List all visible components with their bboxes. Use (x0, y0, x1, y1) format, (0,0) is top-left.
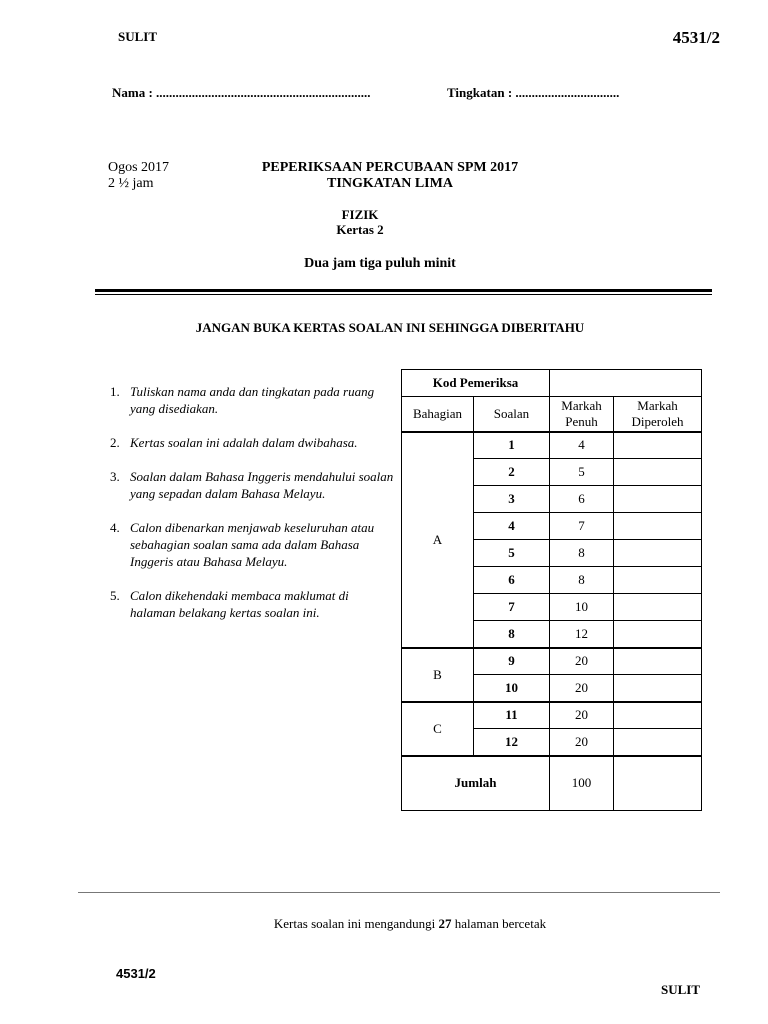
question-number: 7 (474, 594, 550, 621)
table-row (402, 702, 702, 729)
full-marks: 8 (550, 567, 614, 594)
table-header-row (402, 397, 702, 432)
instruction-text: Calon dibenarkan menjawab keseluruhan atau sebahagian soalan sama ada dalam Bahasa Inggeris atau Bahasa Melayu. (130, 520, 375, 569)
full-marks: 20 (550, 702, 614, 729)
full-marks: 10 (550, 594, 614, 621)
question-number: 3 (474, 486, 550, 513)
page-count-suffix: halaman bercetak (451, 916, 547, 931)
instruction-item (110, 468, 395, 502)
warning-text: JANGAN BUKA KERTAS SOALAN INI SEHINGGA DIBERITAHU (195, 320, 585, 335)
header-paper-code: 4531/2 (672, 28, 720, 47)
full-marks: 4 (550, 432, 614, 459)
table-row (402, 432, 702, 459)
duration-words: Dua jam tiga puluh minit (304, 256, 456, 271)
marks-obtained-cell (614, 729, 702, 756)
total-label: Jumlah (402, 756, 550, 811)
marks-obtained-cell (614, 567, 702, 594)
instruction-number: 3. (110, 469, 120, 484)
instruction-item (110, 434, 395, 451)
full-marks: 20 (550, 729, 614, 756)
instruction-item (110, 519, 395, 570)
examiner-code-label: Kod Pemeriksa (402, 370, 550, 397)
paper-number: Kertas 2 (336, 222, 384, 237)
marks-obtained-cell (614, 594, 702, 621)
exam-date-block (108, 160, 169, 192)
question-number: 6 (474, 567, 550, 594)
page-count-prefix: Kertas soalan ini mengandungi (273, 916, 439, 931)
header-confidentiality: SULIT (118, 29, 158, 44)
footer-confidentiality: SULIT (661, 982, 701, 997)
section-b: B (402, 648, 474, 702)
examiner-code-cell (550, 370, 702, 397)
question-number: 12 (474, 729, 550, 756)
instruction-text: Kertas soalan ini adalah dalam dwibahasa. (130, 435, 358, 450)
instruction-item (110, 587, 395, 621)
full-marks: 12 (550, 621, 614, 648)
instruction-number: 2. (110, 435, 120, 450)
marks-obtained-cell (614, 513, 702, 540)
candidate-form-field: Tingkatan : ................................ (447, 85, 620, 100)
header-section: Bahagian (402, 397, 474, 432)
instruction-number: 5. (110, 588, 120, 603)
table-row (402, 370, 702, 397)
subject-name: FIZIK (341, 207, 379, 222)
exam-title-block (190, 160, 590, 192)
exam-duration-short: 2 ½ jam (108, 176, 154, 191)
header-question: Soalan (474, 397, 550, 432)
instruction-item (110, 383, 395, 417)
total-marks: 100 (550, 756, 614, 811)
header-marks-obtained (614, 397, 702, 432)
subject-block (280, 207, 440, 237)
section-c: C (402, 702, 474, 756)
marks-obtained-cell (614, 459, 702, 486)
total-row (402, 756, 702, 811)
question-number: 1 (474, 432, 550, 459)
instruction-number: 1. (110, 384, 120, 399)
total-obtained-cell (614, 756, 702, 811)
question-number: 4 (474, 513, 550, 540)
exam-title: PEPERIKSAAN PERCUBAAN SPM 2017 (261, 160, 519, 175)
question-number: 10 (474, 675, 550, 702)
divider-thick (95, 289, 712, 292)
header-full-marks-line1: Markah (561, 397, 602, 413)
marks-obtained-cell (614, 648, 702, 675)
instruction-text: Soalan dalam Bahasa Inggeris mendahului soalan yang sepadan dalam Bahasa Melayu. (130, 469, 394, 501)
full-marks: 7 (550, 513, 614, 540)
full-marks: 6 (550, 486, 614, 513)
marks-obtained-cell (614, 621, 702, 648)
marks-obtained-cell (614, 675, 702, 702)
header-full-marks (550, 397, 614, 432)
full-marks: 5 (550, 459, 614, 486)
exam-form: TINGKATAN LIMA (327, 176, 453, 191)
footer-paper-code: 4531/2 (116, 966, 156, 981)
question-number: 8 (474, 621, 550, 648)
marks-table (401, 369, 702, 811)
question-number: 2 (474, 459, 550, 486)
page-count: 27 (438, 916, 452, 931)
candidate-name-field: Nama : .................................................................. (112, 85, 371, 100)
header-obtained-line2: Diperoleh (631, 413, 684, 429)
instructions-list (110, 383, 395, 638)
divider-thin (95, 294, 712, 295)
header-full-marks-line2: Penuh (565, 413, 598, 429)
full-marks: 20 (550, 648, 614, 675)
full-marks: 8 (550, 540, 614, 567)
exam-date: Ogos 2017 (108, 160, 170, 175)
instruction-number: 4. (110, 520, 120, 535)
marks-obtained-cell (614, 486, 702, 513)
page-count-note (100, 916, 720, 932)
marks-obtained-cell (614, 702, 702, 729)
question-number: 9 (474, 648, 550, 675)
marks-obtained-cell (614, 540, 702, 567)
footer-divider (78, 892, 720, 893)
table-row (402, 648, 702, 675)
marks-obtained-cell (614, 432, 702, 459)
header-obtained-line1: Markah (637, 397, 678, 413)
question-number: 11 (474, 702, 550, 729)
section-a: A (402, 432, 474, 648)
full-marks: 20 (550, 675, 614, 702)
instruction-text: Calon dikehendaki membaca maklumat di halaman belakang kertas soalan ini. (130, 588, 349, 620)
instruction-text: Tuliskan nama anda dan tingkatan pada ruang yang disediakan. (130, 384, 375, 416)
question-number: 5 (474, 540, 550, 567)
